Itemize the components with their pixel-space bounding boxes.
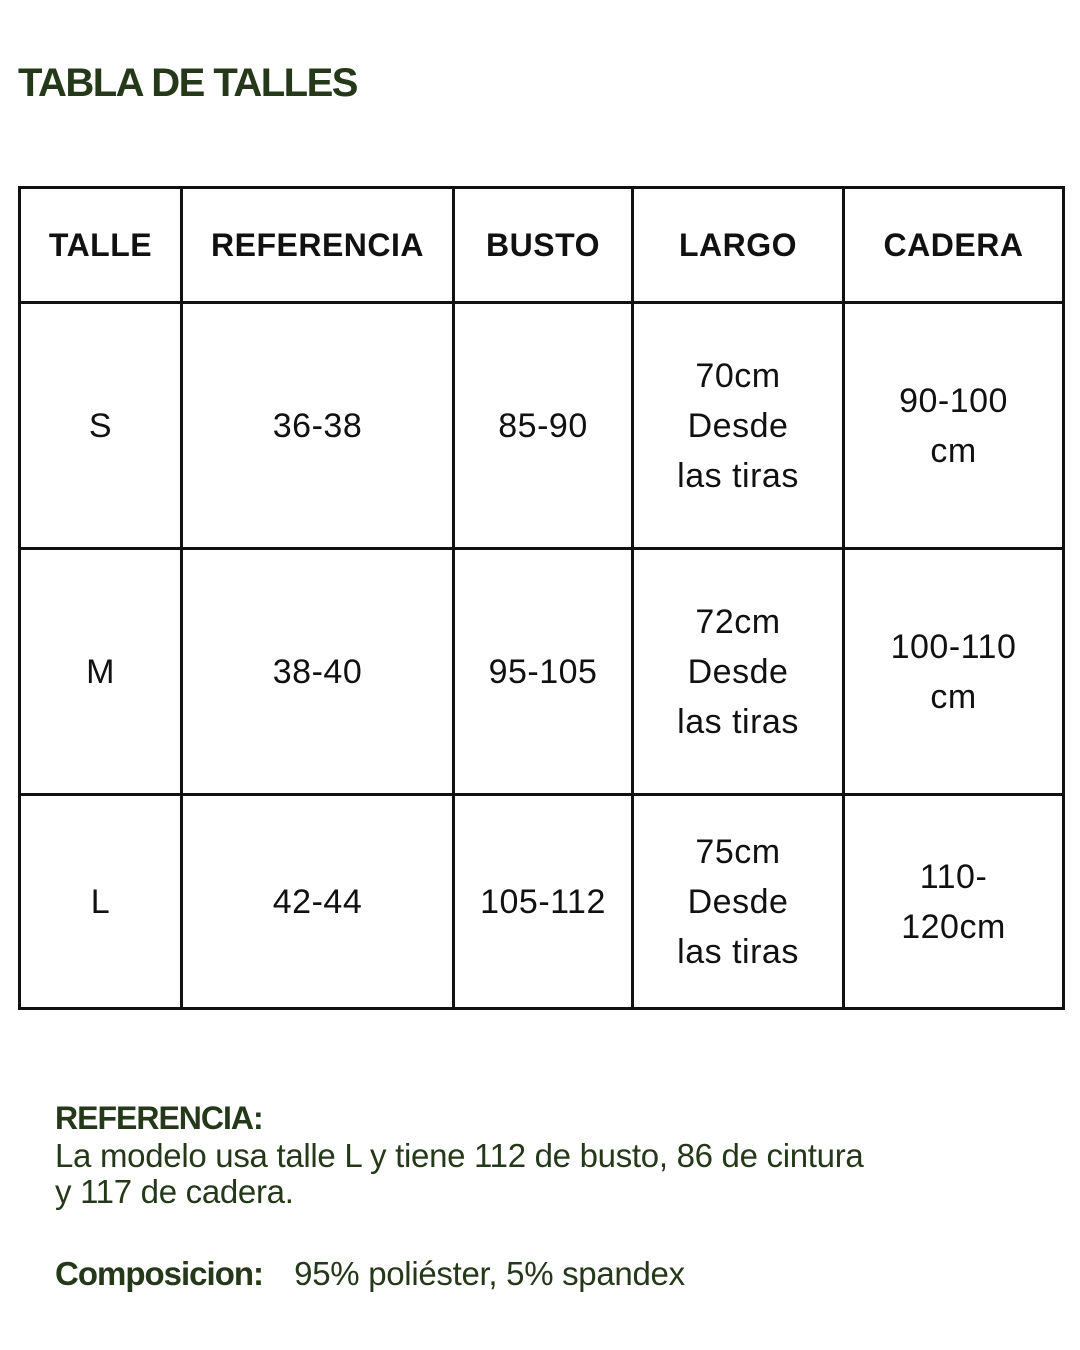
reference-text: La modelo usa talle L y tiene 112 de busto, 86 de cintura y 117 de cadera. (55, 1137, 864, 1210)
page-title: TABLA DE TALLES (18, 61, 357, 105)
cell-largo (633, 795, 844, 1009)
size-chart-table (18, 186, 1065, 1010)
cadera-unit: cm (930, 431, 977, 470)
largo-note: las tiras (677, 702, 799, 741)
header-largo: LARGO (633, 188, 844, 303)
cadera-unit: cm (930, 677, 977, 716)
cell-referencia: 38-40 (182, 549, 454, 795)
cell-cadera (844, 795, 1064, 1009)
notes-section (55, 1098, 1035, 1294)
largo-value: 75cm (695, 832, 781, 871)
largo-note: las tiras (677, 456, 799, 495)
largo-note: las tiras (677, 932, 799, 971)
cadera-value: 90-100 (899, 381, 1008, 420)
cell-talle: S (20, 303, 182, 549)
cadera-value: 110- (919, 857, 988, 896)
cell-referencia: 42-44 (182, 795, 454, 1009)
largo-note: Desde (687, 882, 789, 921)
cell-cadera (844, 303, 1064, 549)
composition-line (55, 1254, 1035, 1294)
cell-busto: 105-112 (454, 795, 633, 1009)
cell-busto: 85-90 (454, 303, 633, 549)
cell-referencia: 36-38 (182, 303, 454, 549)
cell-largo (633, 549, 844, 795)
cell-busto: 95-105 (454, 549, 633, 795)
header-busto: BUSTO (454, 188, 633, 303)
cell-cadera (844, 549, 1064, 795)
header-cadera: CADERA (844, 188, 1064, 303)
largo-value: 70cm (695, 356, 781, 395)
largo-value: 72cm (695, 602, 781, 641)
largo-note: Desde (687, 406, 789, 445)
cell-talle: M (20, 549, 182, 795)
table-row (20, 549, 1064, 795)
table-row (20, 303, 1064, 549)
cadera-unit: 120cm (901, 907, 1006, 946)
reference-label: REFERENCIA: (55, 1100, 263, 1136)
table-header-row (20, 188, 1064, 303)
cadera-value: 100-110 (890, 627, 1017, 666)
header-talle: TALLE (20, 188, 182, 303)
largo-note: Desde (687, 652, 789, 691)
composition-label: Composicion: (55, 1255, 263, 1292)
header-referencia: REFERENCIA (182, 188, 454, 303)
cell-talle: L (20, 795, 182, 1009)
table-row (20, 795, 1064, 1009)
cell-largo (633, 303, 844, 549)
composition-value: 95% poliéster, 5% spandex (294, 1255, 685, 1292)
